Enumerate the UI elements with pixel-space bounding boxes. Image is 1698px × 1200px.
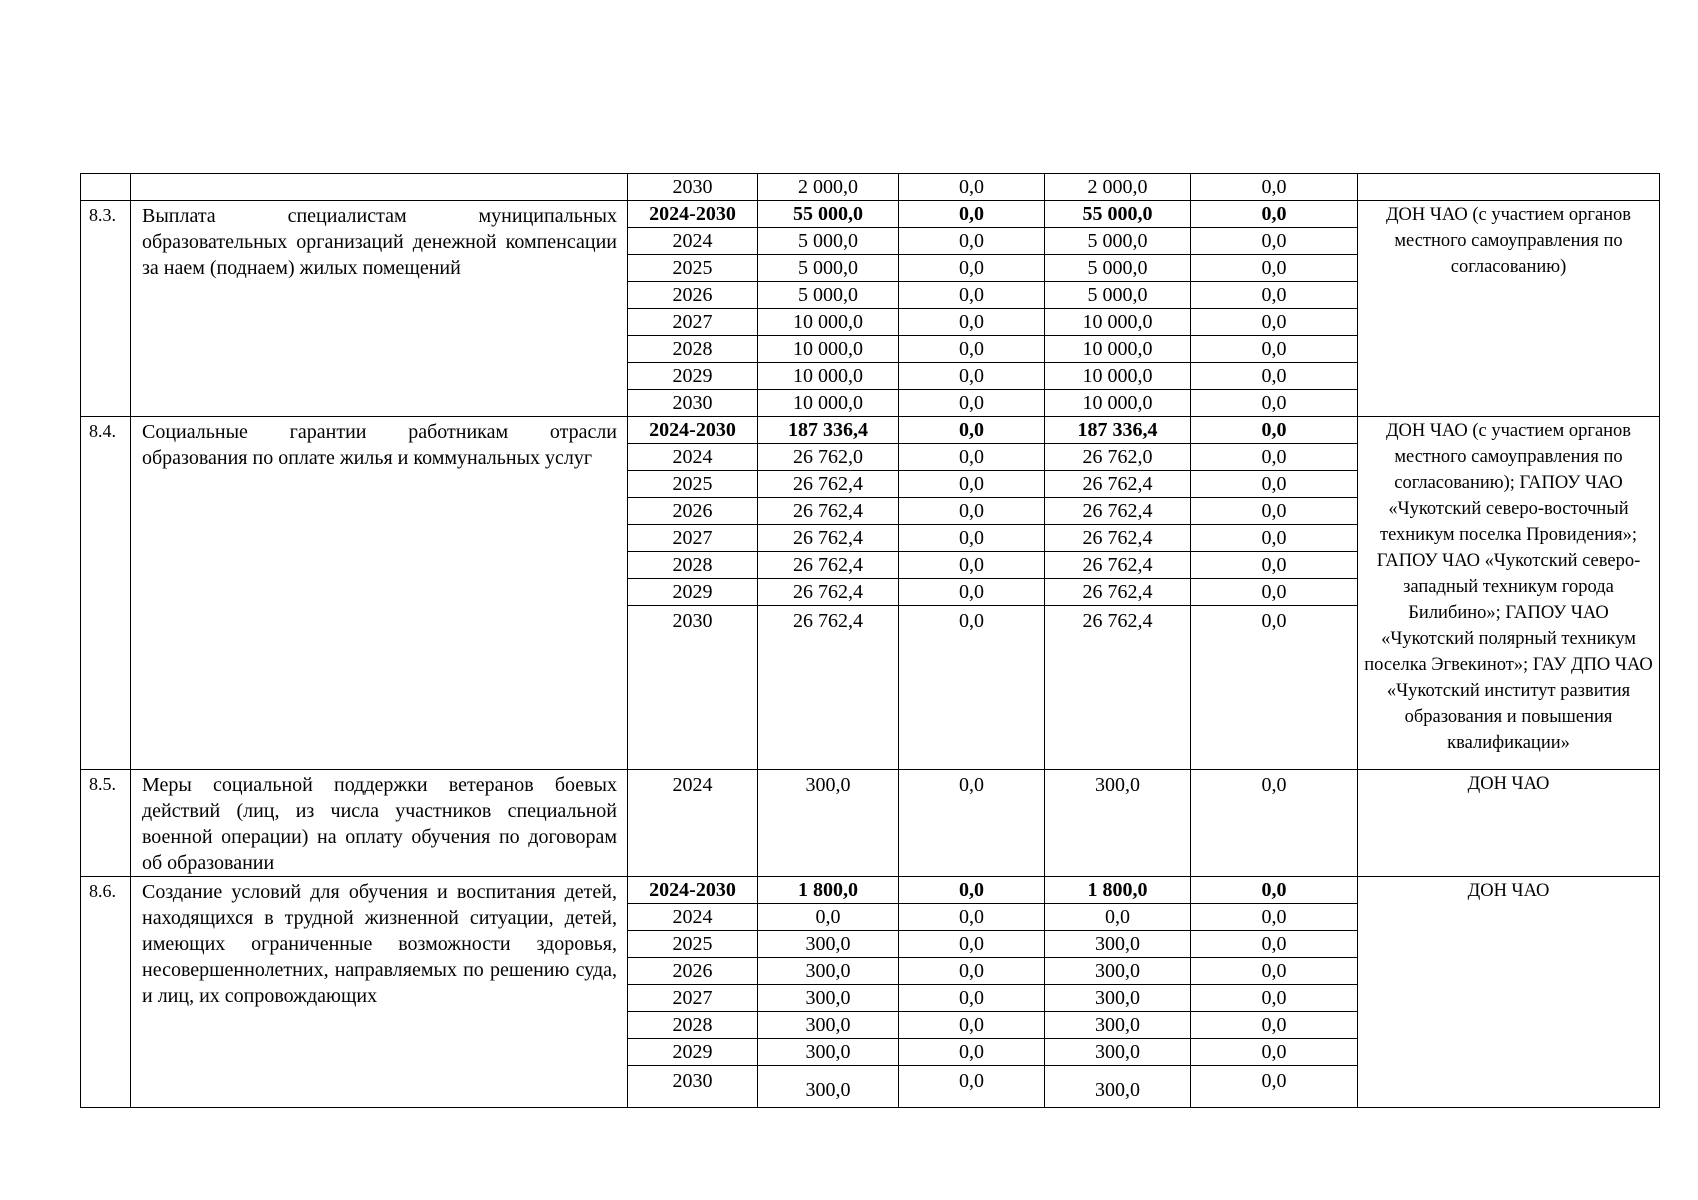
total-cell: 1 800,0: [758, 877, 899, 904]
year-cell: 2027: [628, 985, 758, 1012]
regional-cell: 300,0: [1045, 1066, 1191, 1108]
federal-cell: 0,0: [899, 525, 1045, 552]
year-cell: 2027: [628, 525, 758, 552]
municipal-cell: 0,0: [1191, 363, 1358, 390]
federal-cell: 0,0: [899, 390, 1045, 417]
federal-cell: 0,0: [899, 985, 1045, 1012]
regional-cell: 2 000,0: [1045, 174, 1191, 201]
municipal-cell: 0,0: [1191, 201, 1358, 228]
year-cell: 2028: [628, 1012, 758, 1039]
table-row: [81, 770, 1660, 877]
regional-cell: 26 762,4: [1045, 525, 1191, 552]
municipal-cell: 0,0: [1191, 174, 1358, 201]
federal-cell: 0,0: [899, 201, 1045, 228]
municipal-cell: 0,0: [1191, 282, 1358, 309]
year-cell: 2028: [628, 336, 758, 363]
federal-cell: 0,0: [899, 336, 1045, 363]
municipal-cell: 0,0: [1191, 336, 1358, 363]
year-cell: 2030: [628, 390, 758, 417]
total-cell: 26 762,4: [758, 471, 899, 498]
municipal-cell: 0,0: [1191, 309, 1358, 336]
municipal-cell: 0,0: [1191, 904, 1358, 931]
total-cell: 26 762,4: [758, 579, 899, 606]
year-cell: 2026: [628, 282, 758, 309]
federal-cell: 0,0: [899, 904, 1045, 931]
municipal-cell: 0,0: [1191, 255, 1358, 282]
municipal-cell: 0,0: [1191, 579, 1358, 606]
total-cell: 300,0: [758, 1039, 899, 1066]
total-cell: 5 000,0: [758, 282, 899, 309]
municipal-cell: 0,0: [1191, 390, 1358, 417]
executor-cell: ДОН ЧАО: [1358, 770, 1660, 877]
year-cell: 2025: [628, 471, 758, 498]
federal-cell: 0,0: [899, 444, 1045, 471]
year-cell: 2024: [628, 770, 758, 877]
regional-cell: 300,0: [1045, 1012, 1191, 1039]
row-number: [81, 174, 131, 201]
regional-cell: 26 762,4: [1045, 552, 1191, 579]
year-cell: 2024: [628, 444, 758, 471]
municipal-cell: 0,0: [1191, 498, 1358, 525]
federal-cell: 0,0: [899, 579, 1045, 606]
total-cell: 300,0: [758, 931, 899, 958]
year-cell: 2029: [628, 1039, 758, 1066]
regional-cell: 26 762,4: [1045, 579, 1191, 606]
federal-cell: 0,0: [899, 1012, 1045, 1039]
regional-cell: 300,0: [1045, 985, 1191, 1012]
municipal-cell: 0,0: [1191, 1039, 1358, 1066]
regional-cell: 5 000,0: [1045, 255, 1191, 282]
federal-cell: 0,0: [899, 877, 1045, 904]
year-cell: 2025: [628, 931, 758, 958]
total-cell: 300,0: [758, 770, 899, 877]
federal-cell: 0,0: [899, 958, 1045, 985]
year-cell: 2024: [628, 904, 758, 931]
municipal-cell: 0,0: [1191, 877, 1358, 904]
federal-cell: 0,0: [899, 174, 1045, 201]
executor-cell: ДОН ЧАО (с участием органов местного самоуправления по согласованию); ГАПОУ ЧАО «Чукотский северо-восточный техникум поселка Провидения»; ГАПОУ ЧАО «Чукотский северо-западный техникум города Билибино»; ГАПОУ ЧАО «Чукотский полярный техникум поселка Эгвекинот»; ГАУ ДПО ЧАО «Чукотский институт развития образования и повышения квалификации»: [1358, 417, 1660, 770]
measure-name: Выплата специалистам муниципальных образовательных организаций денежной компенсации за наем (поднаем) жилых помещений: [131, 201, 628, 417]
year-cell: 2030: [628, 606, 758, 770]
municipal-cell: 0,0: [1191, 985, 1358, 1012]
federal-cell: 0,0: [899, 363, 1045, 390]
total-cell: 2 000,0: [758, 174, 899, 201]
measure-name: Социальные гарантии работникам отрасли образования по оплате жилья и коммунальных услуг: [131, 417, 628, 770]
total-cell: 26 762,4: [758, 606, 899, 770]
year-cell: 2024-2030: [628, 877, 758, 904]
year-cell: 2029: [628, 579, 758, 606]
federal-cell: 0,0: [899, 1039, 1045, 1066]
total-cell: 0,0: [758, 904, 899, 931]
municipal-cell: 0,0: [1191, 606, 1358, 770]
year-cell: 2030: [628, 1066, 758, 1108]
regional-cell: 300,0: [1045, 1039, 1191, 1066]
regional-cell: 10 000,0: [1045, 363, 1191, 390]
executor-cell: [1358, 174, 1660, 201]
total-cell: 187 336,4: [758, 417, 899, 444]
total-cell: 10 000,0: [758, 309, 899, 336]
total-cell: 300,0: [758, 985, 899, 1012]
year-cell: 2026: [628, 958, 758, 985]
regional-cell: 1 800,0: [1045, 877, 1191, 904]
year-cell: 2024: [628, 228, 758, 255]
year-cell: 2026: [628, 498, 758, 525]
table-row: [81, 877, 1660, 904]
federal-cell: 0,0: [899, 255, 1045, 282]
measure-name: Меры социальной поддержки ветеранов боевых действий (лиц, из числа участников специальной военной операции) на оплату обучения по договорам об образовании: [131, 770, 628, 877]
federal-cell: 0,0: [899, 228, 1045, 255]
year-cell: 2030: [628, 174, 758, 201]
federal-cell: 0,0: [899, 282, 1045, 309]
year-cell: 2025: [628, 255, 758, 282]
municipal-cell: 0,0: [1191, 1012, 1358, 1039]
regional-cell: 5 000,0: [1045, 282, 1191, 309]
table-row: [81, 201, 1660, 228]
row-number: 8.4.: [81, 417, 131, 770]
municipal-cell: 0,0: [1191, 444, 1358, 471]
federal-cell: 0,0: [899, 552, 1045, 579]
year-cell: 2029: [628, 363, 758, 390]
municipal-cell: 0,0: [1191, 417, 1358, 444]
federal-cell: 0,0: [899, 931, 1045, 958]
year-cell: 2028: [628, 552, 758, 579]
federal-cell: 0,0: [899, 498, 1045, 525]
total-cell: 26 762,0: [758, 444, 899, 471]
budget-table: [80, 173, 1660, 1108]
total-cell: 10 000,0: [758, 390, 899, 417]
municipal-cell: 0,0: [1191, 1066, 1358, 1108]
federal-cell: 0,0: [899, 417, 1045, 444]
regional-cell: 10 000,0: [1045, 390, 1191, 417]
total-cell: 10 000,0: [758, 363, 899, 390]
year-cell: 2024-2030: [628, 201, 758, 228]
regional-cell: 300,0: [1045, 931, 1191, 958]
regional-cell: 10 000,0: [1045, 309, 1191, 336]
total-cell: 10 000,0: [758, 336, 899, 363]
total-cell: 300,0: [758, 1066, 899, 1108]
municipal-cell: 0,0: [1191, 525, 1358, 552]
executor-cell: ДОН ЧАО: [1358, 877, 1660, 1108]
municipal-cell: 0,0: [1191, 228, 1358, 255]
measure-name: Создание условий для обучения и воспитания детей, находящихся в трудной жизненной ситуации, детей, имеющих ограниченные возможности здоровья, несовершеннолетних, направляемых по решению суда, и лиц, их сопровождающих: [131, 877, 628, 1108]
regional-cell: 300,0: [1045, 958, 1191, 985]
regional-cell: 26 762,4: [1045, 606, 1191, 770]
regional-cell: 187 336,4: [1045, 417, 1191, 444]
table-row: [81, 174, 1660, 201]
total-cell: 300,0: [758, 1012, 899, 1039]
federal-cell: 0,0: [899, 1066, 1045, 1108]
regional-cell: 26 762,0: [1045, 444, 1191, 471]
row-number: 8.3.: [81, 201, 131, 417]
year-cell: 2027: [628, 309, 758, 336]
municipal-cell: 0,0: [1191, 931, 1358, 958]
measure-name: [131, 174, 628, 201]
municipal-cell: 0,0: [1191, 471, 1358, 498]
federal-cell: 0,0: [899, 770, 1045, 877]
federal-cell: 0,0: [899, 606, 1045, 770]
total-cell: 26 762,4: [758, 552, 899, 579]
regional-cell: 26 762,4: [1045, 471, 1191, 498]
regional-cell: 300,0: [1045, 770, 1191, 877]
regional-cell: 10 000,0: [1045, 336, 1191, 363]
total-cell: 26 762,4: [758, 498, 899, 525]
municipal-cell: 0,0: [1191, 770, 1358, 877]
total-cell: 300,0: [758, 958, 899, 985]
regional-cell: 5 000,0: [1045, 228, 1191, 255]
table-row: [81, 417, 1660, 444]
total-cell: 26 762,4: [758, 525, 899, 552]
regional-cell: 26 762,4: [1045, 498, 1191, 525]
year-cell: 2024-2030: [628, 417, 758, 444]
municipal-cell: 0,0: [1191, 958, 1358, 985]
regional-cell: 0,0: [1045, 904, 1191, 931]
row-number: 8.5.: [81, 770, 131, 877]
federal-cell: 0,0: [899, 309, 1045, 336]
row-number: 8.6.: [81, 877, 131, 1108]
regional-cell: 55 000,0: [1045, 201, 1191, 228]
municipal-cell: 0,0: [1191, 552, 1358, 579]
federal-cell: 0,0: [899, 471, 1045, 498]
executor-cell: ДОН ЧАО (с участием органов местного самоуправления по согласованию): [1358, 201, 1660, 417]
total-cell: 5 000,0: [758, 228, 899, 255]
total-cell: 55 000,0: [758, 201, 899, 228]
total-cell: 5 000,0: [758, 255, 899, 282]
